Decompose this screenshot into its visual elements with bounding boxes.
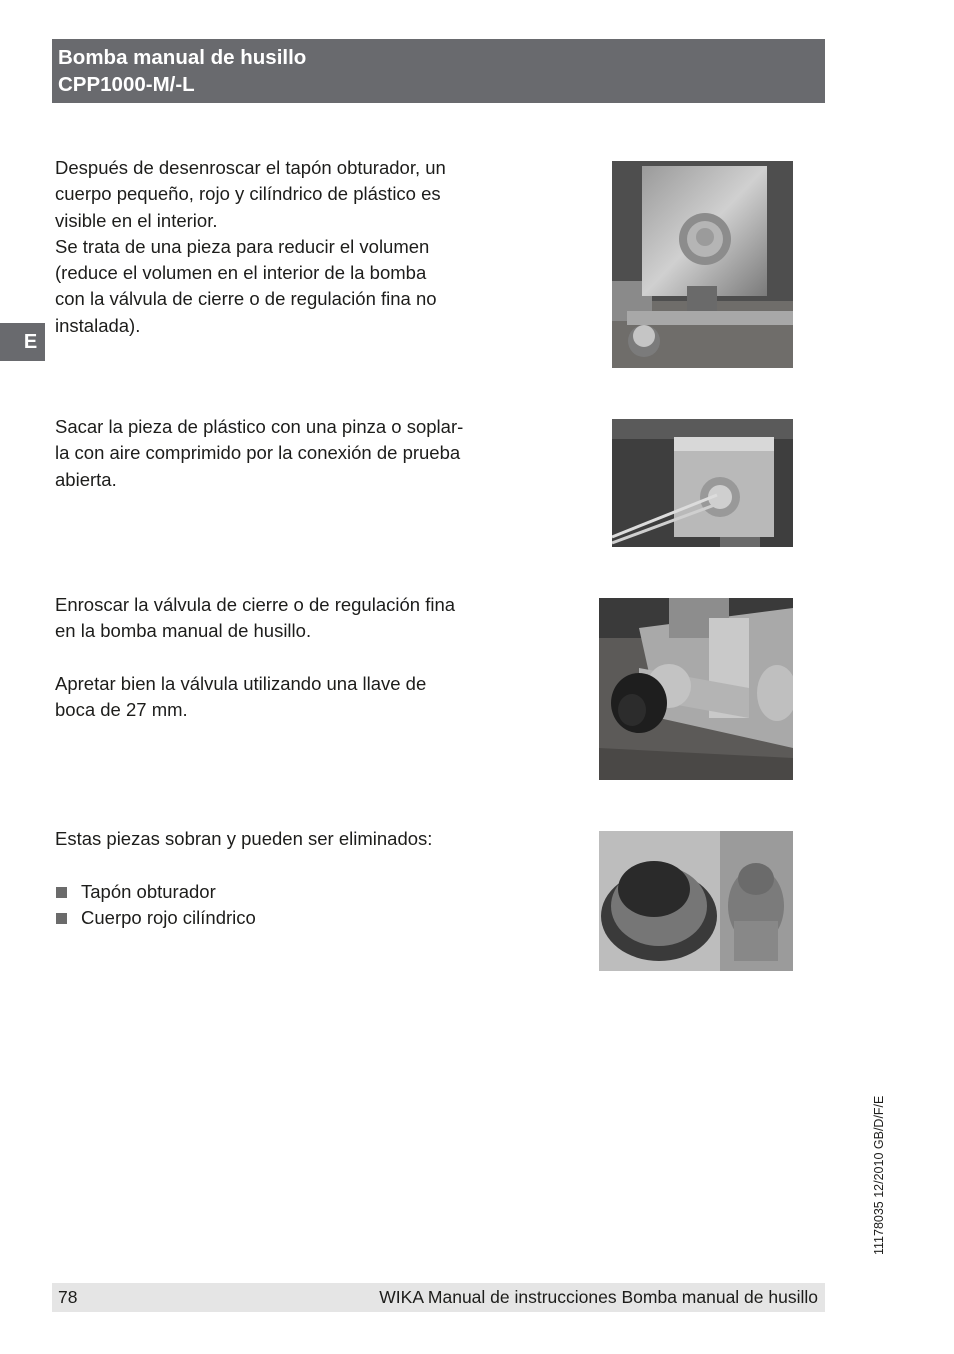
text-line: boca de 27 mm. <box>55 699 188 721</box>
text-line: Después de desenroscar el tapón obturador, un <box>55 157 446 178</box>
language-tab: E <box>0 323 45 361</box>
photo-wrench-valve <box>599 598 793 780</box>
page-number: 78 <box>58 1287 78 1307</box>
text-line: Se trata de una pieza para reducir el volumen <box>55 235 430 257</box>
text-line: Enroscar la válvula de cierre o de regulación fina <box>55 594 456 615</box>
document-code-text: 11178035 12/2010 GB/D/F/E <box>872 1095 886 1255</box>
text-line: (reduce el volumen en el interior de la bomba <box>55 262 427 284</box>
text-line: abierta. <box>55 468 117 490</box>
text-line: instalada). <box>55 314 141 336</box>
photo-spare-parts <box>599 831 793 971</box>
section-2-text <box>55 414 525 493</box>
page-header <box>52 39 825 103</box>
text-line: cuerpo pequeño, rojo y cilíndrico de plástico es <box>55 183 441 205</box>
section-3-text <box>55 592 515 723</box>
header-title-line1: Bomba manual de husillo <box>58 46 307 69</box>
list-item: Cuerpo rojo cilíndrico <box>55 905 515 931</box>
text-line: Sacar la pieza de plástico con una pinza o soplar- <box>55 416 464 437</box>
text-line: la con aire comprimido por la conexión de prueba <box>55 442 461 464</box>
parts-list <box>55 879 515 932</box>
section-1-text <box>55 155 515 339</box>
photo-tweezers <box>612 419 793 547</box>
text-line: Apretar bien la válvula utilizando una llave de <box>55 672 427 694</box>
header-title-line2: CPP1000-M/-L <box>58 73 195 96</box>
list-item: Tapón obturador <box>55 879 515 905</box>
manual-title: WIKA Manual de instrucciones Bomba manual de husillo <box>379 1287 818 1307</box>
page-footer <box>52 1283 825 1312</box>
text-line: visible en el interior. <box>55 209 218 231</box>
photo-open-plug <box>612 161 793 368</box>
intro-text: Estas piezas sobran y pueden ser eliminados: <box>55 828 433 849</box>
text-line: en la bomba manual de husillo. <box>55 620 312 642</box>
text-line: con la válvula de cierre o de regulación fina no <box>55 288 437 310</box>
section-4-text <box>55 826 515 931</box>
